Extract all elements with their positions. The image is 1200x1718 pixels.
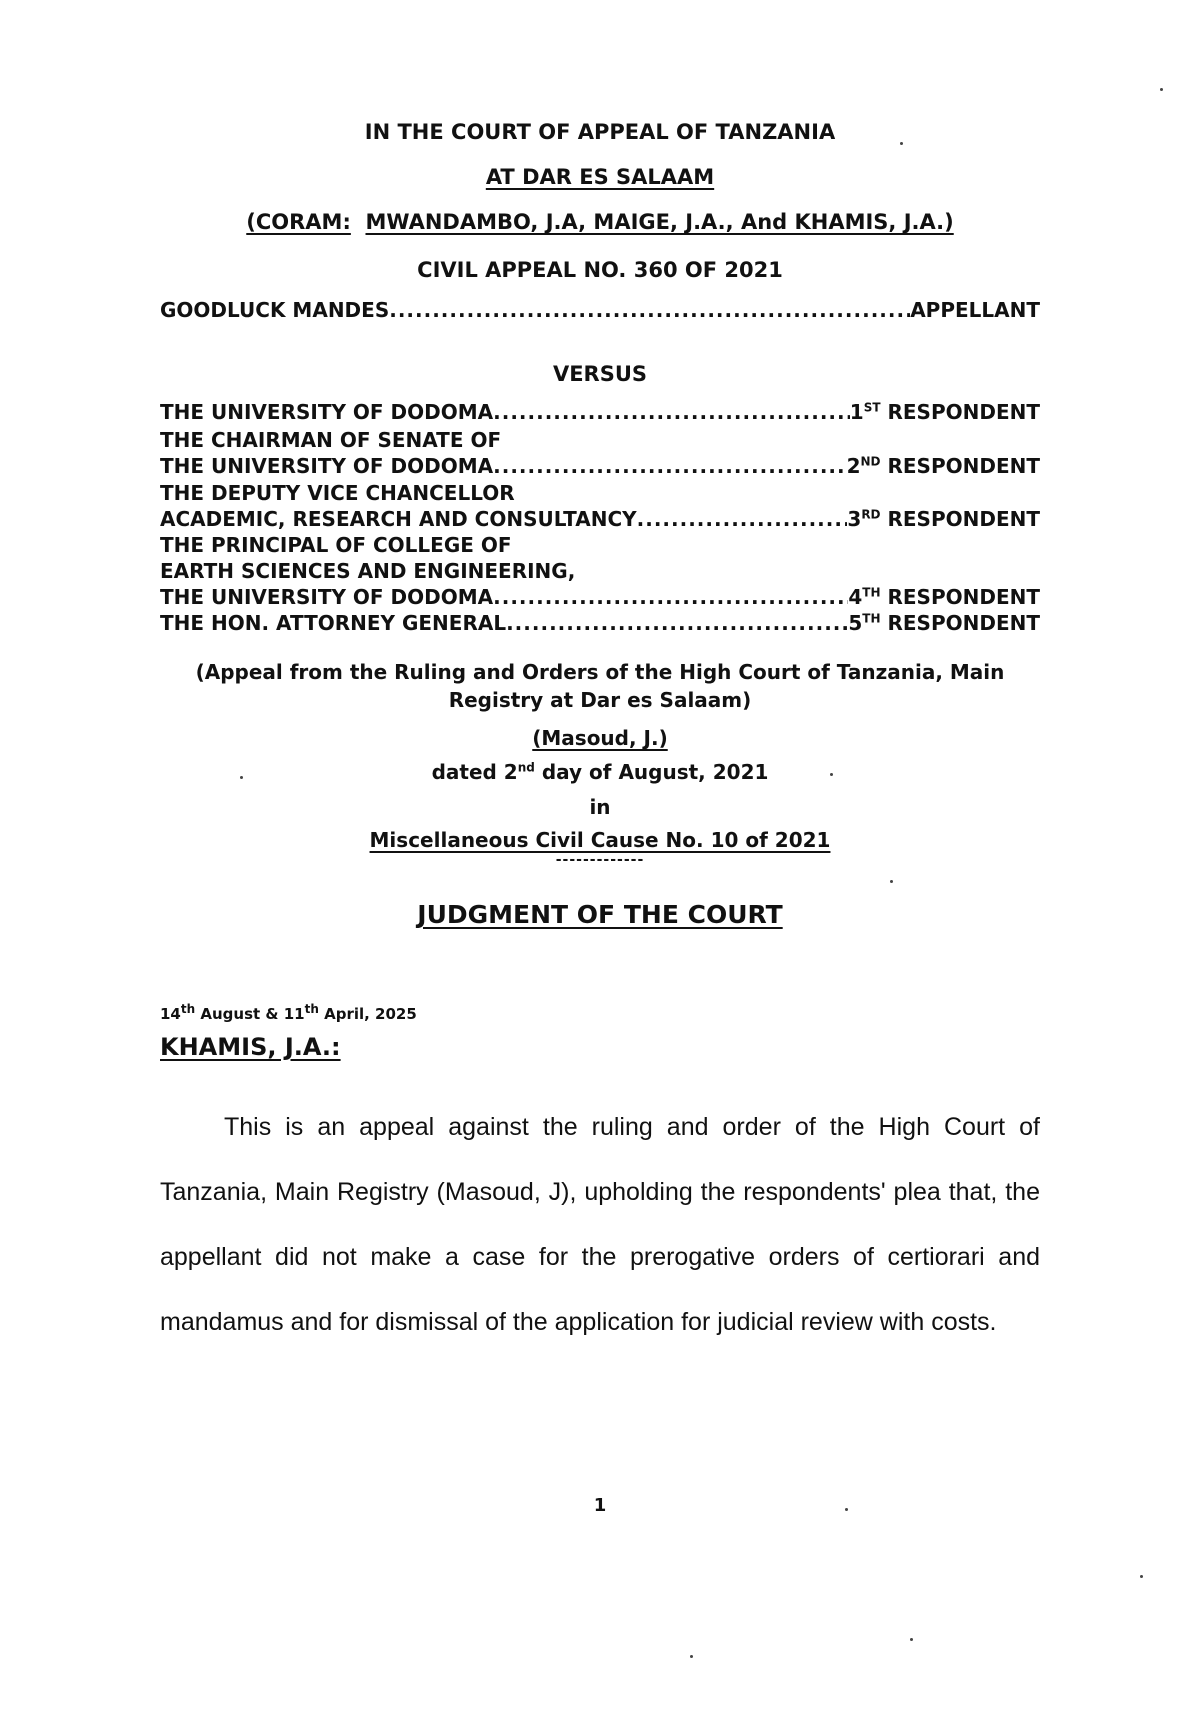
- scan-speck: [830, 773, 833, 776]
- coram-label: (CORAM:: [246, 210, 351, 234]
- respondent-title-line: EARTH SCIENCES AND ENGINEERING,: [160, 559, 576, 583]
- respondent-role: 4TH RESPONDENT: [848, 585, 1040, 609]
- respondent-role: 1ST RESPONDENT: [849, 400, 1040, 424]
- judgment-paragraph: This is an appeal against the ruling and order of the High Court of Tanzania, Main Registry (Masoud, J), upholding the respondents' plea that, the appellant did not make a case for the prerogative orders of certiorari and mandamus and for dismissal of the application for judicial review with costs.: [160, 1113, 1040, 1336]
- respondent-role: 3RD RESPONDENT: [847, 507, 1040, 531]
- respondent-title-line: THE CHAIRMAN OF SENATE OF: [160, 428, 502, 452]
- scan-speck: [1140, 1575, 1143, 1578]
- respondent-row: [160, 507, 1040, 531]
- separator: -------------: [555, 852, 645, 868]
- respondent-name: THE HON. ATTORNEY GENERAL: [160, 611, 507, 635]
- origin-line-1: (Appeal from the Ruling and Orders of the High Court of Tanzania, Main: [195, 660, 1005, 684]
- appellant-role: APPELLANT: [910, 298, 1040, 322]
- case-number: CIVIL APPEAL NO. 360 OF 2021: [417, 258, 783, 282]
- respondent-name: THE UNIVERSITY OF DODOMA: [160, 585, 494, 609]
- leader-dots: [506, 611, 848, 635]
- origin-line-2: Registry at Dar es Salaam): [448, 688, 752, 712]
- scan-speck: [690, 1655, 693, 1658]
- leader-dots: [493, 400, 850, 424]
- versus-heading: VERSUS: [552, 362, 648, 386]
- respondent-row: [160, 400, 1040, 424]
- respondent-name: THE UNIVERSITY OF DODOMA: [160, 400, 494, 424]
- leader-dots: [493, 454, 846, 478]
- respondent-role: 2ND RESPONDENT: [846, 454, 1040, 478]
- appellant-name: GOODLUCK MANDES: [160, 298, 390, 322]
- coram: [0, 210, 1200, 234]
- origin-judge: (Masoud, J.): [532, 726, 668, 750]
- leader-dots: [389, 298, 910, 322]
- respondent-name: THE UNIVERSITY OF DODOMA: [160, 454, 494, 478]
- respondent-row: [160, 585, 1040, 609]
- page-number: 1: [593, 1495, 607, 1516]
- origin-date: dated 2nd day of August, 2021: [431, 760, 769, 784]
- scan-speck: [240, 776, 243, 779]
- respondent-role: 5TH RESPONDENT: [848, 611, 1040, 635]
- judgment-title: JUDGMENT OF THE COURT: [417, 900, 783, 929]
- scan-speck: [900, 142, 903, 145]
- scan-speck: [1160, 88, 1163, 91]
- respondent-title-line: THE PRINCIPAL OF COLLEGE OF: [160, 533, 512, 557]
- court-location: AT DAR ES SALAAM: [485, 165, 715, 189]
- coram-judges: MWANDAMBO, J.A, MAIGE, J.A., And KHAMIS, J.A.): [365, 210, 954, 234]
- appellant-row: [160, 298, 1040, 322]
- origin-in: in: [589, 795, 611, 819]
- judgment-author: KHAMIS, J.A.:: [160, 1033, 341, 1061]
- leader-dots: [637, 507, 848, 531]
- scan-speck: [910, 1638, 913, 1641]
- leader-dots: [493, 585, 848, 609]
- respondent-row: [160, 454, 1040, 478]
- respondent-name: ACADEMIC, RESEARCH AND CONSULTANCY: [160, 507, 637, 531]
- respondent-title-line: THE DEPUTY VICE CHANCELLOR: [160, 481, 515, 505]
- scan-speck: [845, 1508, 848, 1511]
- respondent-row: [160, 611, 1040, 635]
- judgment-dates: 14th August & 11th April, 2025: [160, 1002, 417, 1023]
- origin-cause: Miscellaneous Civil Cause No. 10 of 2021: [369, 828, 831, 852]
- court-title: IN THE COURT OF APPEAL OF TANZANIA: [364, 120, 836, 144]
- scan-speck: [890, 880, 893, 883]
